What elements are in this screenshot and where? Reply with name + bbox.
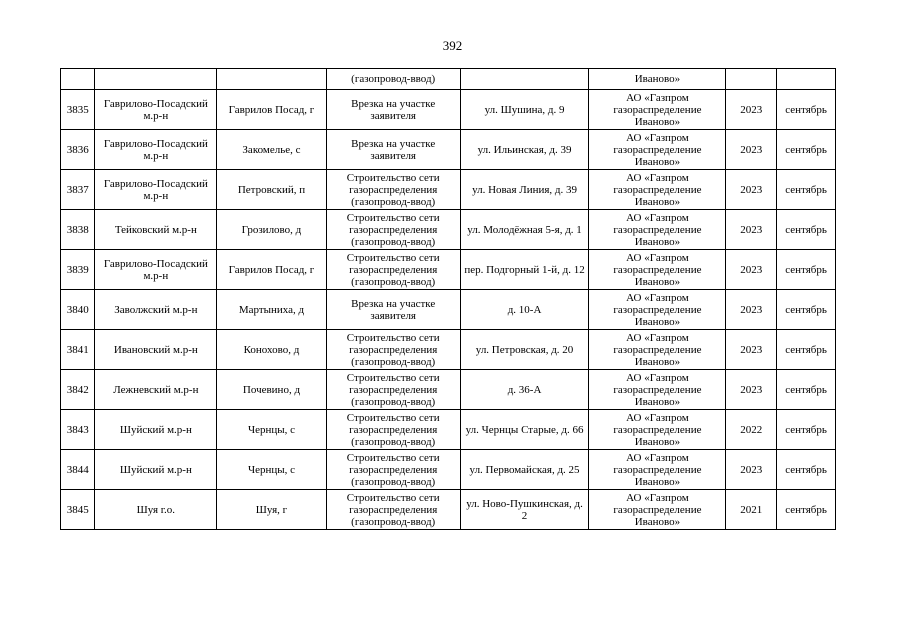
table-row (61, 290, 836, 330)
cell-address: ул. Чернцы Старые, д. 66 (460, 410, 589, 450)
cell-work: Строительство сети газораспределения (газопровод-ввод) (326, 450, 460, 490)
cell-org: АО «Газпром газораспределение Иваново» (589, 330, 726, 370)
table-row (61, 410, 836, 450)
cell-num: 3842 (61, 370, 95, 410)
cell-locality: Конохово, д (217, 330, 327, 370)
cell-year: 2023 (726, 450, 777, 490)
table-row (61, 90, 836, 130)
table-row (61, 130, 836, 170)
cell-month (777, 69, 836, 90)
cell-year: 2022 (726, 410, 777, 450)
cell-district: Заволжский м.р-н (95, 290, 217, 330)
cell-org: АО «Газпром газораспределение Иваново» (589, 90, 726, 130)
cell-num: 3845 (61, 490, 95, 530)
cell-locality: Грозилово, д (217, 210, 327, 250)
table-body (61, 69, 836, 530)
cell-work: Строительство сети газораспределения (газопровод-ввод) (326, 250, 460, 290)
cell-district (95, 69, 217, 90)
cell-month: сентябрь (777, 170, 836, 210)
cell-num: 3840 (61, 290, 95, 330)
cell-num: 3841 (61, 330, 95, 370)
cell-num: 3835 (61, 90, 95, 130)
cell-year (726, 69, 777, 90)
cell-year: 2023 (726, 170, 777, 210)
cell-work: Строительство сети газораспределения (газопровод-ввод) (326, 330, 460, 370)
cell-month: сентябрь (777, 90, 836, 130)
table-row (61, 490, 836, 530)
cell-locality: Шуя, г (217, 490, 327, 530)
cell-work: Строительство сети газораспределения (газопровод-ввод) (326, 210, 460, 250)
cell-district: Гаврилово-Посадский м.р-н (95, 130, 217, 170)
cell-district: Шуйский м.р-н (95, 450, 217, 490)
cell-month: сентябрь (777, 490, 836, 530)
works-table (60, 68, 836, 530)
cell-org: АО «Газпром газораспределение Иваново» (589, 250, 726, 290)
cell-address: ул. Первомайская, д. 25 (460, 450, 589, 490)
cell-work: Врезка на участке заявителя (326, 130, 460, 170)
cell-month: сентябрь (777, 450, 836, 490)
cell-year: 2023 (726, 330, 777, 370)
cell-address (460, 69, 589, 90)
cell-year: 2023 (726, 370, 777, 410)
cell-month: сентябрь (777, 330, 836, 370)
cell-work: Врезка на участке заявителя (326, 290, 460, 330)
cell-org: АО «Газпром газораспределение Иваново» (589, 450, 726, 490)
page-number: 392 (442, 38, 463, 53)
cell-district: Гаврилово-Посадский м.р-н (95, 250, 217, 290)
cell-year: 2023 (726, 250, 777, 290)
cell-num: 3839 (61, 250, 95, 290)
cell-month: сентябрь (777, 290, 836, 330)
cell-address: пер. Подгорный 1-й, д. 12 (460, 250, 589, 290)
cell-locality: Закомелье, с (217, 130, 327, 170)
cell-district: Ивановский м.р-н (95, 330, 217, 370)
cell-year: 2023 (726, 290, 777, 330)
cell-locality: Почевино, д (217, 370, 327, 410)
cell-org: АО «Газпром газораспределение Иваново» (589, 370, 726, 410)
cell-district: Лежневский м.р-н (95, 370, 217, 410)
cell-month: сентябрь (777, 370, 836, 410)
cell-locality: Гаврилов Посад, г (217, 90, 327, 130)
cell-address: ул. Ильинская, д. 39 (460, 130, 589, 170)
cell-locality: Гаврилов Посад, г (217, 250, 327, 290)
cell-work: Строительство сети газораспределения (газопровод-ввод) (326, 370, 460, 410)
cell-locality (217, 69, 327, 90)
cell-work: Строительство сети газораспределения (газопровод-ввод) (326, 170, 460, 210)
cell-work: Строительство сети газораспределения (газопровод-ввод) (326, 410, 460, 450)
cell-year: 2023 (726, 130, 777, 170)
table-row (61, 450, 836, 490)
cell-work: Строительство сети газораспределения (газопровод-ввод) (326, 490, 460, 530)
cell-work: Врезка на участке заявителя (326, 90, 460, 130)
cell-num (61, 69, 95, 90)
cell-num: 3837 (61, 170, 95, 210)
cell-year: 2023 (726, 210, 777, 250)
cell-month: сентябрь (777, 410, 836, 450)
cell-locality: Чернцы, с (217, 410, 327, 450)
table-row (61, 330, 836, 370)
cell-org: АО «Газпром газораспределение Иваново» (589, 170, 726, 210)
cell-locality: Мартыниха, д (217, 290, 327, 330)
cell-num: 3838 (61, 210, 95, 250)
cell-locality: Чернцы, с (217, 450, 327, 490)
continued-row (61, 69, 836, 90)
cell-address: ул. Шушина, д. 9 (460, 90, 589, 130)
cell-org: АО «Газпром газораспределение Иваново» (589, 290, 726, 330)
cell-address: ул. Петровская, д. 20 (460, 330, 589, 370)
cell-district: Гаврилово-Посадский м.р-н (95, 170, 217, 210)
table-row (61, 170, 836, 210)
cell-num: 3836 (61, 130, 95, 170)
cell-org: АО «Газпром газораспределение Иваново» (589, 130, 726, 170)
cell-address: ул. Ново-Пушкинская, д. 2 (460, 490, 589, 530)
cell-org: АО «Газпром газораспределение Иваново» (589, 490, 726, 530)
cell-address: д. 36-А (460, 370, 589, 410)
cell-org: АО «Газпром газораспределение Иваново» (589, 210, 726, 250)
cell-month: сентябрь (777, 130, 836, 170)
cell-org: Иваново» (589, 69, 726, 90)
cell-address: ул. Молодёжная 5-я, д. 1 (460, 210, 589, 250)
cell-district: Шуя г.о. (95, 490, 217, 530)
table-row (61, 370, 836, 410)
cell-address: ул. Новая Линия, д. 39 (460, 170, 589, 210)
cell-address: д. 10-А (460, 290, 589, 330)
table-row (61, 210, 836, 250)
cell-year: 2021 (726, 490, 777, 530)
table-row (61, 250, 836, 290)
cell-work: (газопровод-ввод) (326, 69, 460, 90)
cell-month: сентябрь (777, 210, 836, 250)
cell-num: 3843 (61, 410, 95, 450)
cell-month: сентябрь (777, 250, 836, 290)
cell-district: Шуйский м.р-н (95, 410, 217, 450)
cell-locality: Петровский, п (217, 170, 327, 210)
cell-district: Гаврилово-Посадский м.р-н (95, 90, 217, 130)
cell-district: Тейковский м.р-н (95, 210, 217, 250)
cell-org: АО «Газпром газораспределение Иваново» (589, 410, 726, 450)
cell-year: 2023 (726, 90, 777, 130)
cell-num: 3844 (61, 450, 95, 490)
